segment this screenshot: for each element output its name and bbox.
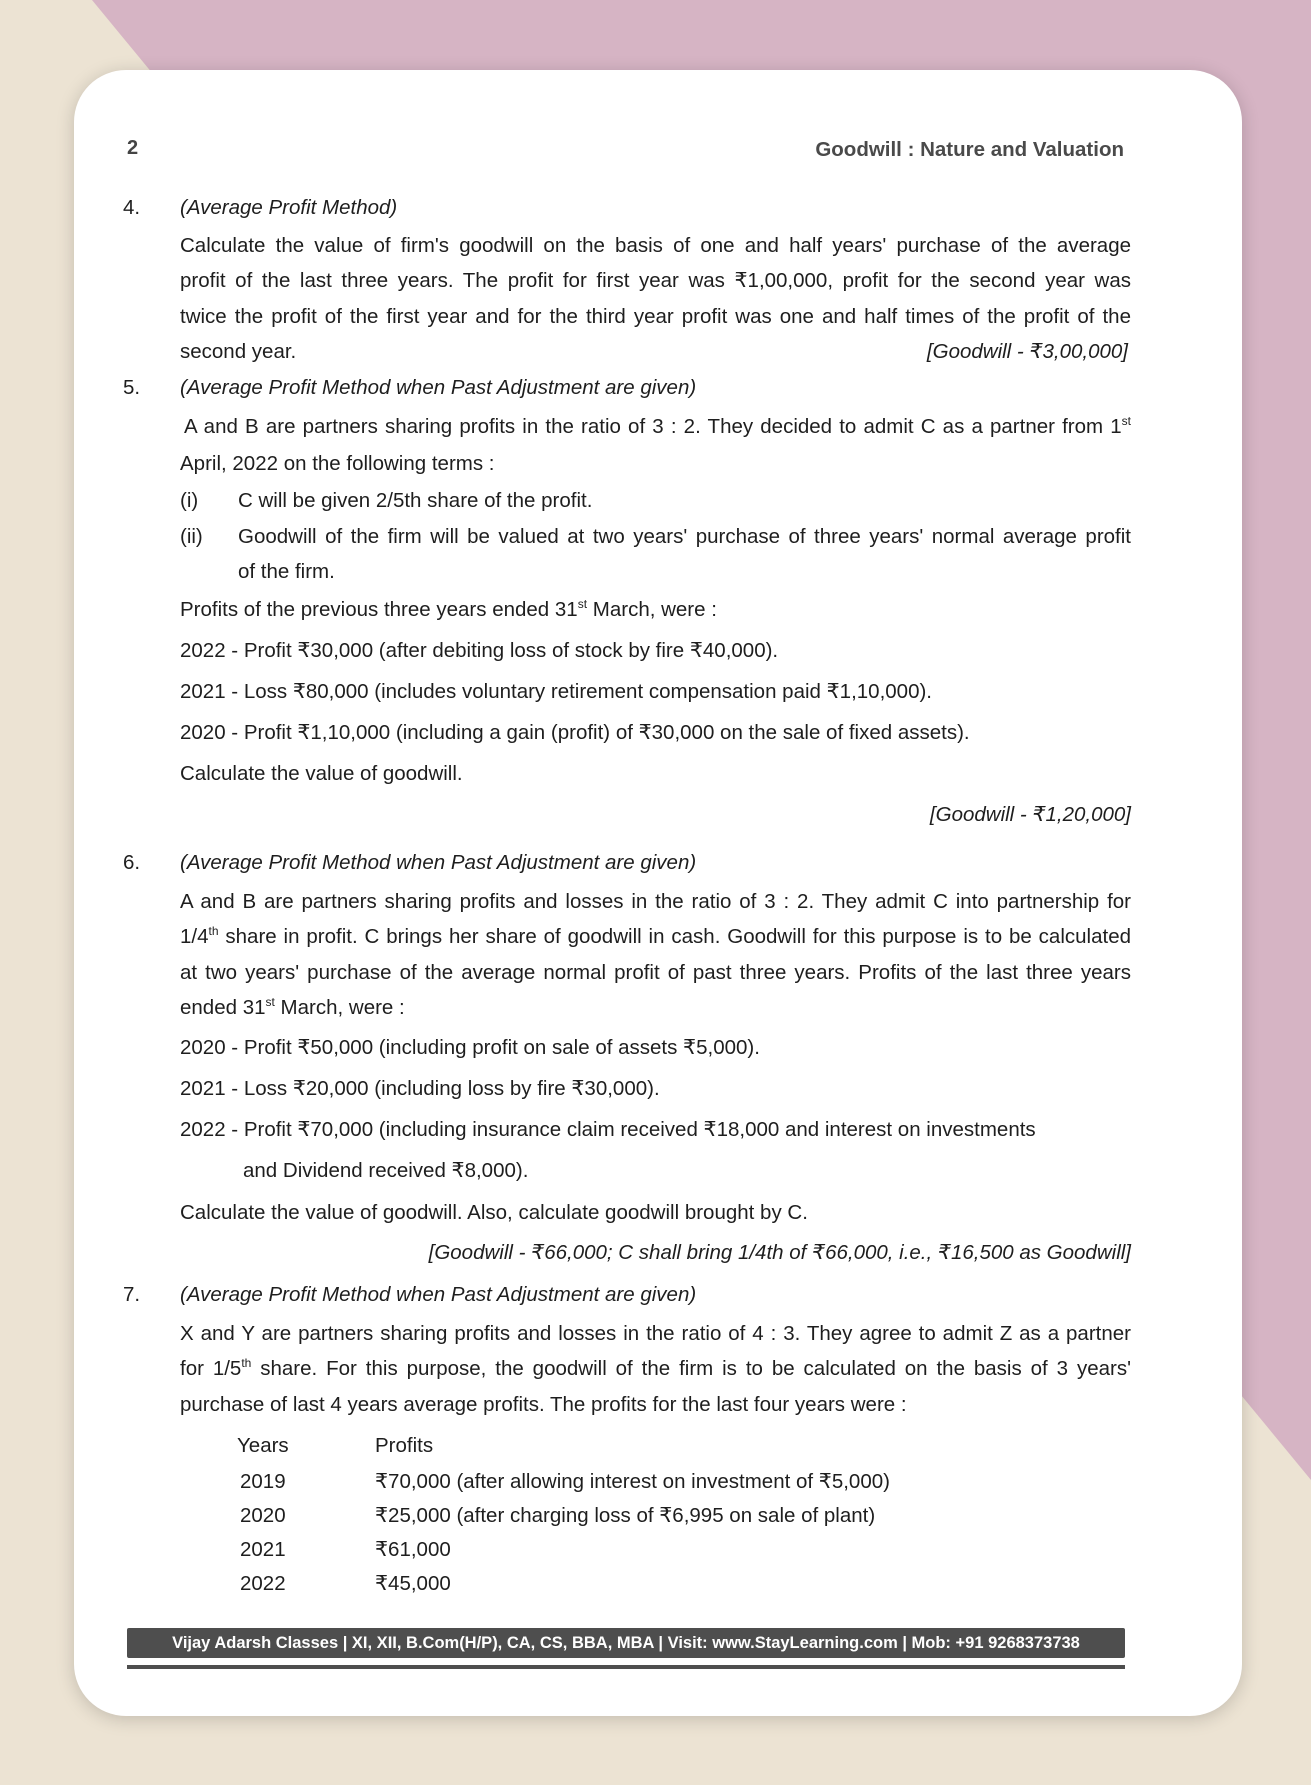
q5-answer: [Goodwill - ₹1,20,000] xyxy=(929,803,1131,826)
q4-line-2: profit of the last three years. The profit for first year was ₹1,00,000, profit for the second year was xyxy=(180,269,1131,292)
q6-profit-2022-cont: and Dividend received ₹8,000). xyxy=(243,1159,529,1182)
q5-heading: (Average Profit Method when Past Adjustment are given) xyxy=(180,376,697,399)
q6-line-2: 1/4th share in profit. C brings her share of goodwill in cash. Goodwill for this purpose is to be calculated xyxy=(180,924,1131,948)
q5-number: 5. xyxy=(123,376,141,399)
q6-answer: [Goodwill - ₹66,000; C shall bring 1/4th of ₹66,000, i.e., ₹16,500 as Goodwill] xyxy=(428,1241,1131,1264)
q4-line-3: twice the profit of the first year and for the third year profit was one and half times of the profit of the xyxy=(180,305,1131,328)
q7-line-2: for 1/5th share. For this purpose, the goodwill of the firm is to be calculated on the basis of 3 years' xyxy=(180,1356,1131,1380)
q4-number: 4. xyxy=(123,196,141,219)
chapter-title: Goodwill : Nature and Valuation xyxy=(815,138,1124,161)
page-number: 2 xyxy=(127,137,139,159)
q4-answer: [Goodwill - ₹3,00,000] xyxy=(926,340,1128,363)
q4-line-1: Calculate the value of firm's goodwill on the basis of one and half years' purchase of the average xyxy=(180,234,1131,257)
q7-table-profit-3: ₹61,000 xyxy=(375,1538,451,1561)
q7-number: 7. xyxy=(123,1283,141,1306)
q5-profit-2020: 2020 - Profit ₹1,10,000 (including a gain (profit) of ₹30,000 on the sale of fixed assets). xyxy=(180,721,970,744)
q6-task: Calculate the value of goodwill. Also, calculate goodwill brought by C. xyxy=(180,1201,808,1224)
q7-line-1: X and Y are partners sharing profits and losses in the ratio of 4 : 3. They agree to admit Z as a partner xyxy=(180,1322,1131,1345)
q5-term-2-label: (ii) xyxy=(180,525,203,548)
q6-number: 6. xyxy=(123,851,141,874)
q6-profit-2021: 2021 - Loss ₹20,000 (including loss by fire ₹30,000). xyxy=(180,1077,660,1100)
q5-intro-line-2: April, 2022 on the following terms : xyxy=(180,452,495,475)
q6-profit-2022: 2022 - Profit ₹70,000 (including insurance claim received ₹18,000 and interest on investments xyxy=(180,1118,1036,1141)
q7-table-header-profits: Profits xyxy=(375,1434,434,1457)
q5-intro-line-1: A and B are partners sharing profits in the ratio of 3 : 2. They decided to admit C as a partner from 1st xyxy=(184,414,1131,438)
footer-bar: Vijay Adarsh Classes | XI, XII, B.Com(H/P), CA, CS, BBA, MBA | Visit: www.StayLearning.com | Mob: +91 9268373738 xyxy=(127,1628,1125,1658)
q5-profits-intro: Profits of the previous three years ended 31st March, were : xyxy=(180,597,717,621)
q5-task: Calculate the value of goodwill. xyxy=(180,762,463,785)
q6-line-4: ended 31st March, were : xyxy=(180,995,405,1019)
q7-table-year-3: 2021 xyxy=(240,1538,286,1561)
q7-table-year-2: 2020 xyxy=(240,1504,286,1527)
q5-term-1-text: C will be given 2/5th share of the profit. xyxy=(238,489,593,512)
footer-underline xyxy=(127,1665,1125,1669)
q7-table-year-4: 2022 xyxy=(240,1572,286,1595)
q5-profit-2022: 2022 - Profit ₹30,000 (after debiting loss of stock by fire ₹40,000). xyxy=(180,639,779,662)
q7-table-profit-2: ₹25,000 (after charging loss of ₹6,995 on sale of plant) xyxy=(375,1504,876,1527)
q4-heading: (Average Profit Method) xyxy=(180,196,398,219)
q7-heading: (Average Profit Method when Past Adjustment are given) xyxy=(180,1283,697,1306)
q7-table-profit-4: ₹45,000 xyxy=(375,1572,451,1595)
q6-line-3: at two years' purchase of the average normal profit of past three years. Profits of the last three years xyxy=(180,961,1131,984)
q4-line-4: second year. xyxy=(180,340,297,363)
q7-line-3: purchase of last 4 years average profits. The profits for the last four years were : xyxy=(180,1393,907,1416)
q6-line-1: A and B are partners sharing profits and losses in the ratio of 3 : 2. They admit C into partnership for xyxy=(180,890,1131,913)
q5-term-2-cont: of the firm. xyxy=(238,560,335,583)
q5-term-2-text: Goodwill of the firm will be valued at two years' purchase of three years' normal average profit xyxy=(238,525,1131,548)
q6-profit-2020: 2020 - Profit ₹50,000 (including profit on sale of assets ₹5,000). xyxy=(180,1036,760,1059)
q7-table-year-1: 2019 xyxy=(240,1470,286,1493)
q5-profit-2021: 2021 - Loss ₹80,000 (includes voluntary retirement compensation paid ₹1,10,000). xyxy=(180,680,932,703)
q7-table-header-years: Years xyxy=(237,1434,289,1457)
q5-term-1-label: (i) xyxy=(180,489,199,512)
q7-table-profit-1: ₹70,000 (after allowing interest on investment of ₹5,000) xyxy=(375,1470,890,1493)
q6-heading: (Average Profit Method when Past Adjustment are given) xyxy=(180,851,697,874)
